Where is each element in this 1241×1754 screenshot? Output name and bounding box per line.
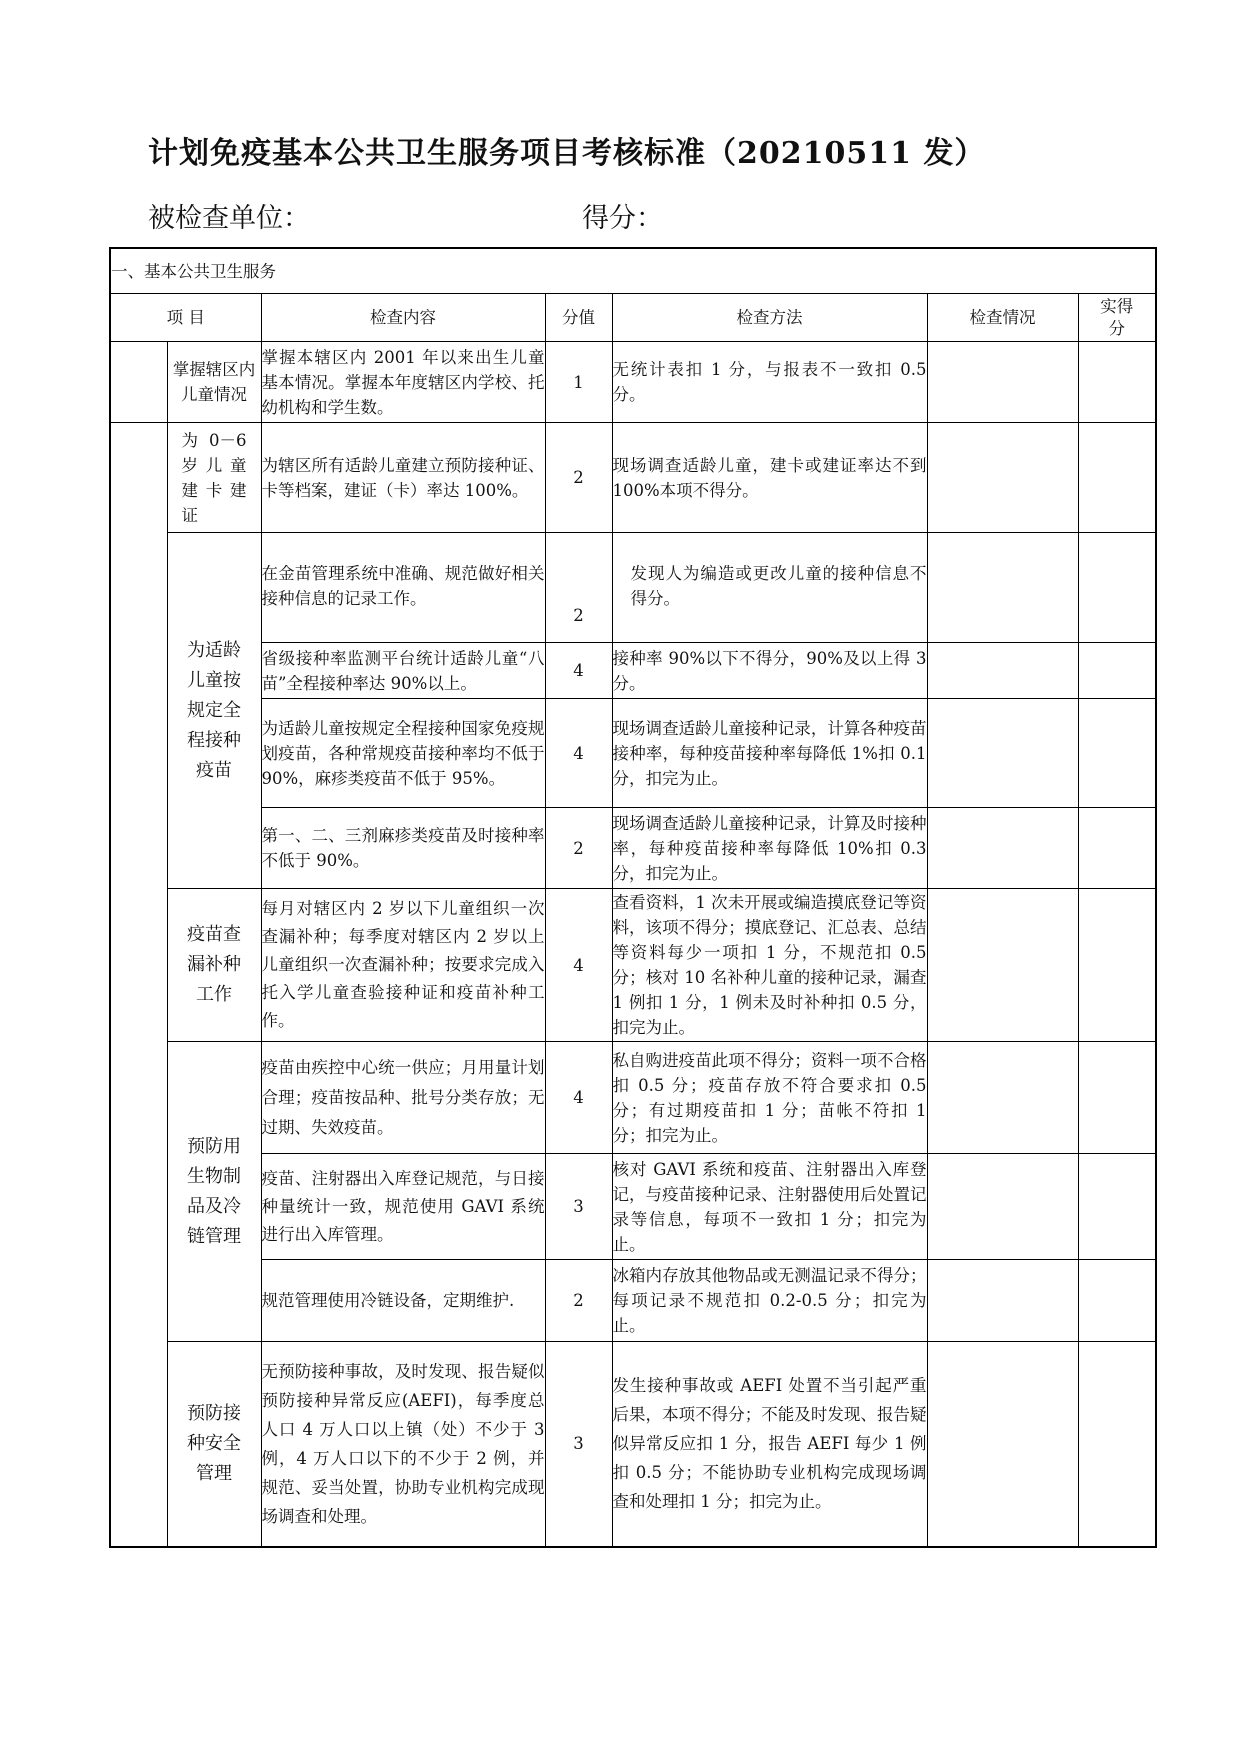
method-cell: 查看资料，1 次未开展或编造摸底登记等资料，该项不得分；摸底登记、汇总表、总结等资料每少一项扣 1 分，不规范扣 0.5 分；核对 10 名补种儿童的接种记录，漏查 1 例扣 1 分，1 例未及时补种扣 0.5 分，扣完为止。 bbox=[612, 889, 927, 1042]
score-cell: 2 bbox=[545, 423, 612, 533]
item-cell: 为适龄儿童按规定全程接种疫苗 bbox=[167, 533, 261, 889]
table-row bbox=[110, 808, 1156, 889]
score-cell: 4 bbox=[545, 699, 612, 808]
status-cell bbox=[927, 1260, 1078, 1342]
actual-cell bbox=[1078, 533, 1156, 643]
item-cell: 为 0－6 岁儿童建卡建证 bbox=[167, 423, 261, 533]
status-cell bbox=[927, 643, 1078, 699]
header-actual: 实得分 bbox=[1078, 294, 1156, 342]
item-cell: 掌握辖区内儿童情况 bbox=[167, 342, 261, 423]
header-score: 分值 bbox=[545, 294, 612, 342]
actual-cell bbox=[1078, 1260, 1156, 1342]
score-cell: 4 bbox=[545, 1042, 612, 1154]
content-cell: 掌握本辖区内 2001 年以来出生儿童基本情况。掌握本年度辖区内学校、托幼机构和学生数。 bbox=[261, 342, 545, 423]
actual-cell bbox=[1078, 889, 1156, 1042]
table-row bbox=[110, 1260, 1156, 1342]
actual-cell bbox=[1078, 643, 1156, 699]
method-cell: 现场调查适龄儿童接种记录，计算及时接种率，每种疫苗接种率每降低 10%扣 0.3 分，扣完为止。 bbox=[612, 808, 927, 889]
score-label: 得分： bbox=[582, 203, 663, 234]
content-cell: 为适龄儿童按规定全程接种国家免疫规划疫苗，各种常规疫苗接种率均不低于 90%，麻疹类疫苗不低于 95%。 bbox=[261, 699, 545, 808]
table-row bbox=[110, 699, 1156, 808]
header-method: 检查方法 bbox=[612, 294, 927, 342]
method-cell: 接种率 90%以下不得分，90%及以上得 3 分。 bbox=[612, 643, 927, 699]
table-row bbox=[110, 342, 1156, 423]
content-cell: 省级接种率监测平台统计适龄儿童“八苗”全程接种率达 90%以上。 bbox=[261, 643, 545, 699]
score-cell: 3 bbox=[545, 1154, 612, 1260]
content-cell: 在金苗管理系统中准确、规范做好相关接种信息的记录工作。 bbox=[261, 533, 545, 643]
score-cell: 4 bbox=[545, 889, 612, 1042]
category-cell bbox=[110, 423, 167, 1547]
status-cell bbox=[927, 1342, 1078, 1547]
section-row bbox=[110, 248, 1156, 294]
table-row bbox=[110, 1154, 1156, 1260]
table-row bbox=[110, 533, 1156, 643]
status-cell bbox=[927, 699, 1078, 808]
content-cell: 每月对辖区内 2 岁以下儿童组织一次查漏补种；每季度对辖区内 2 岁以上儿童组织一次查漏补种；按要求完成入托入学儿童查验接种证和疫苗补种工作。 bbox=[261, 889, 545, 1042]
content-cell: 无预防接种事故，及时发现、报告疑似预防接种异常反应(AEFI)，每季度总人口 4 万人口以上镇（处）不少于 3 例，4 万人口以下的不少于 2 例，并规范、妥当处置，协助专业机构完成现场调查和处理。 bbox=[261, 1342, 545, 1547]
method-cell: 核对 GAVI 系统和疫苗、注射器出入库登记，与疫苗接种记录、注射器使用后处置记录等信息，每项不一致扣 1 分；扣完为止。 bbox=[612, 1154, 927, 1260]
section-title: 一、基本公共卫生服务 bbox=[110, 248, 1156, 294]
status-cell bbox=[927, 808, 1078, 889]
score-cell: 3 bbox=[545, 1342, 612, 1547]
actual-cell bbox=[1078, 699, 1156, 808]
page-title: 计划免疫基本公共卫生服务项目考核标准（20210511 发） bbox=[148, 136, 986, 171]
status-cell bbox=[927, 1154, 1078, 1260]
item-cell: 疫苗查漏补种工作 bbox=[167, 889, 261, 1042]
status-cell bbox=[927, 423, 1078, 533]
score-cell: 2 bbox=[545, 808, 612, 889]
table-row bbox=[110, 423, 1156, 533]
actual-cell bbox=[1078, 1154, 1156, 1260]
table-row bbox=[110, 643, 1156, 699]
status-cell bbox=[927, 342, 1078, 423]
category-cell bbox=[110, 342, 167, 423]
score-cell: 2 bbox=[545, 533, 612, 643]
item-cell: 预防用生物制品及冷链管理 bbox=[167, 1042, 261, 1342]
status-cell bbox=[927, 889, 1078, 1042]
table-row bbox=[110, 889, 1156, 1042]
method-cell: 现场调查适龄儿童，建卡或建证率达不到 100%本项不得分。 bbox=[612, 423, 927, 533]
content-cell: 规范管理使用冷链设备，定期维护. bbox=[261, 1260, 545, 1342]
content-cell: 为辖区所有适龄儿童建立预防接种证、卡等档案，建证（卡）率达 100%。 bbox=[261, 423, 545, 533]
header-item: 项 目 bbox=[110, 294, 261, 342]
score-cell: 1 bbox=[545, 342, 612, 423]
assessment-table bbox=[109, 247, 1157, 1548]
actual-cell bbox=[1078, 1042, 1156, 1154]
actual-cell bbox=[1078, 342, 1156, 423]
content-cell: 疫苗由疾控中心统一供应；月用量计划合理；疫苗按品种、批号分类存放；无过期、失效疫苗。 bbox=[261, 1042, 545, 1154]
header-content: 检查内容 bbox=[261, 294, 545, 342]
actual-cell bbox=[1078, 808, 1156, 889]
score-cell: 4 bbox=[545, 643, 612, 699]
actual-cell bbox=[1078, 1342, 1156, 1547]
score-cell: 2 bbox=[545, 1260, 612, 1342]
method-cell: 发生接种事故或 AEFI 处置不当引起严重后果，本项不得分；不能及时发现、报告疑似异常反应扣 1 分，报告 AEFI 每少 1 例扣 0.5 分；不能协助专业机构完成现场调查和处理扣 1 分；扣完为止。 bbox=[612, 1342, 927, 1547]
table-row bbox=[110, 1342, 1156, 1547]
method-cell: 发现人为编造或更改儿童的接种信息不得分。 bbox=[612, 533, 927, 643]
method-cell: 无统计表扣 1 分，与报表不一致扣 0.5 分。 bbox=[612, 342, 927, 423]
status-cell bbox=[927, 1042, 1078, 1154]
method-cell: 冰箱内存放其他物品或无测温记录不得分；每项记录不规范扣 0.2-0.5 分；扣完为止。 bbox=[612, 1260, 927, 1342]
table-row bbox=[110, 1042, 1156, 1154]
header-status: 检查情况 bbox=[927, 294, 1078, 342]
header-row bbox=[110, 294, 1156, 342]
method-cell: 现场调查适龄儿童接种记录，计算各种疫苗接种率，每种疫苗接种率每降低 1%扣 0.1 分，扣完为止。 bbox=[612, 699, 927, 808]
method-cell: 私自购进疫苗此项不得分；资料一项不合格扣 0.5 分；疫苗存放不符合要求扣 0.5 分；有过期疫苗扣 1 分；苗帐不符扣 1 分；扣完为止。 bbox=[612, 1042, 927, 1154]
inspected-unit-label: 被检查单位： bbox=[148, 203, 310, 234]
status-cell bbox=[927, 533, 1078, 643]
content-cell: 疫苗、注射器出入库登记规范，与日接种量统计一致，规范使用 GAVI 系统进行出入库管理。 bbox=[261, 1154, 545, 1260]
actual-cell bbox=[1078, 423, 1156, 533]
item-cell: 预防接种安全管理 bbox=[167, 1342, 261, 1547]
content-cell: 第一、二、三剂麻疹类疫苗及时接种率不低于 90%。 bbox=[261, 808, 545, 889]
